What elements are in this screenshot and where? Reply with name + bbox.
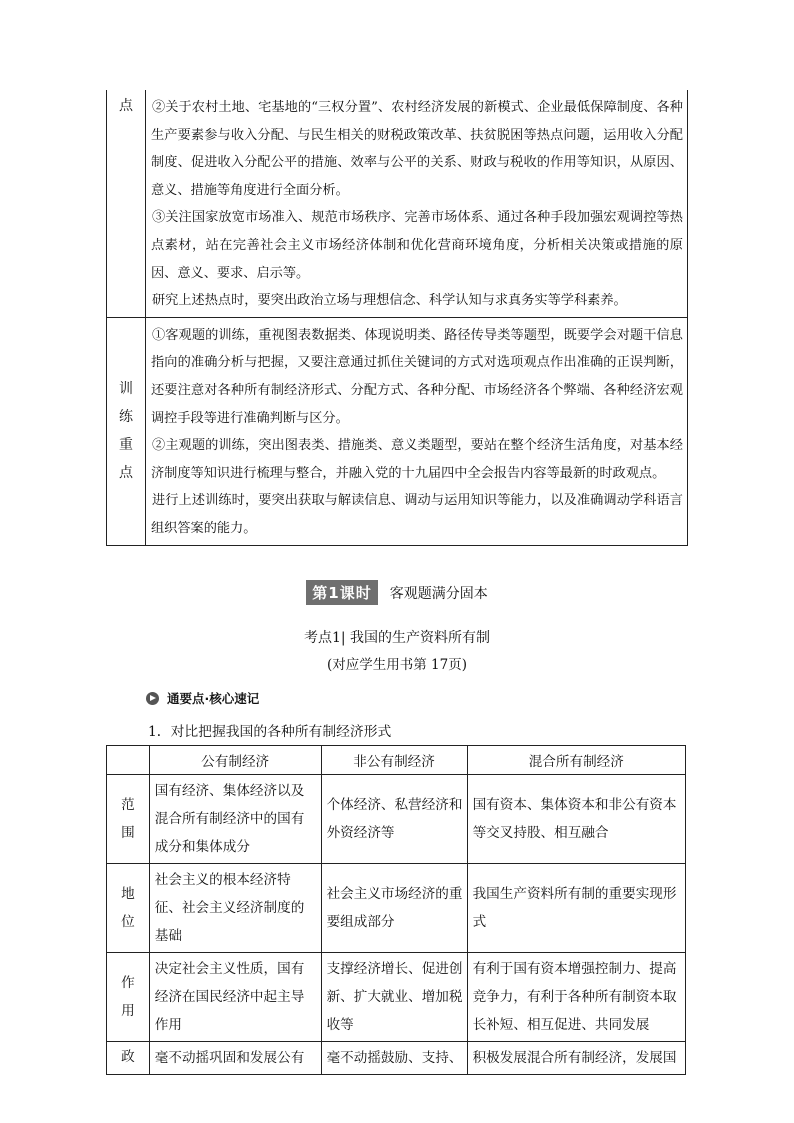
row-label-char: 地 <box>121 886 135 902</box>
ownership-table <box>106 745 686 1075</box>
row-label-char: 用 <box>121 1003 135 1019</box>
row-label <box>107 953 150 1042</box>
row-label-char: 范 <box>121 797 135 813</box>
topic-title: 考点1| 我国的生产资料所有制 <box>303 630 491 646</box>
table-cell: 决定社会主义性质，国有经济在国民经济中起主导作用 <box>149 953 321 1042</box>
row-label-char: 位 <box>121 914 135 930</box>
table-cell: 社会主义的根本经济特征、社会主义经济制度的基础 <box>149 864 321 953</box>
header-cell: 公有制经济 <box>149 746 321 775</box>
row-label <box>107 775 150 864</box>
table-cell: 个体经济、私营经济和外资经济等 <box>321 775 467 864</box>
row-content <box>146 90 687 317</box>
play-circle-icon <box>146 692 159 705</box>
paragraph: 研究上述热点时，要突出政治立场与理想信念、科学认知与求真务实等学科素养。 <box>152 293 627 309</box>
row-label-char: 重 <box>119 437 133 454</box>
table-cell: 社会主义市场经济的重要组成部分 <box>321 864 467 953</box>
lesson-heading <box>0 580 794 605</box>
table-cell: 国有经济、集体经济以及混合所有制经济中的国有成分和集体成分 <box>149 775 321 864</box>
paragraph: ②主观题的训练，突出图表类、措施类、意义类题型，要站在整个经济生活角度，对基本经济制度等知识进行梳理与整合，并融入党的十九届四中全会报告内容等最新的时政观点。 <box>151 438 683 481</box>
paragraph: 进行上述训练时，要突出获取与解读信息、调动与运用知识等能力，以及准确调动学科语言组织答案的能力。 <box>151 493 683 536</box>
row-label <box>107 864 150 953</box>
section-heading <box>146 689 259 707</box>
row-label-char: 点 <box>119 465 133 482</box>
row-label-char: 围 <box>121 825 135 841</box>
row-label-char: 训 <box>119 381 133 398</box>
row-label-char: 作 <box>121 975 135 991</box>
table-header-row <box>107 746 686 775</box>
table-cell: 国有资本、集体资本和非公有资本等交叉持股、相互融合 <box>467 775 685 864</box>
row-label-char: 练 <box>119 409 133 426</box>
row-label-char: 点 <box>119 98 133 114</box>
row-label <box>107 90 146 317</box>
table-row <box>107 775 686 864</box>
table-row <box>107 864 686 953</box>
table-cell: 毫不动摇巩固和发展公有 <box>149 1042 321 1075</box>
header-cell: 混合所有制经济 <box>467 746 685 775</box>
item-heading: 1．对比把握我国的各种所有制经济形式 <box>148 724 392 740</box>
header-cell <box>107 746 150 775</box>
paragraph: ③关注国家放宽市场准入、规范市场秩序、完善市场体系、通过各种手段加强宏观调控等热点素材，站在完善社会主义市场经济体制和优化营商环境角度，分析相关决策或措施的原因、意义、要求、启示等。 <box>151 210 683 281</box>
table-row <box>107 953 686 1042</box>
table-cell: 有利于国有资本增强控制力、提高竞争力，有利于各种所有制资本取长补短、相互促进、共同发展 <box>467 953 685 1042</box>
row-label <box>107 1042 150 1075</box>
header-cell: 非公有制经济 <box>321 746 467 775</box>
table-cell: 我国生产资料所有制的重要实现形式 <box>467 864 685 953</box>
topic-subtitle: (对应学生用书第 17页) <box>326 657 467 673</box>
paragraph: ①客观题的训练，重视图表数据类、体现说明类、路径传导类等题型，既要学会对题干信息指向的准确分析与把握，又要注意通过抓住关键词的方式对选项观点作出准确的正误判断，还要注意对各种所有制经济形式、分配方式、各种分配、市场经济各个弊端、各种经济宏观调控手段等进行准确判断与区分。 <box>151 327 683 426</box>
section-title: 通要点·核心速记 <box>167 691 260 706</box>
paragraph: ②关于农村土地、宅基地的“三权分置”、农村经济发展的新模式、企业最低保障制度、各种生产要素参与收入分配、与民生相关的财税政策改革、扶贫脱困等热点问题，运用收入分配制度、促进收入分配公平的措施、效率与公平的关系、财政与税收的作用等知识，从原因、意义、措施等角度进行全面分析。 <box>151 100 683 198</box>
row-content <box>146 318 687 545</box>
focus-table-row-training <box>107 317 687 545</box>
table-row <box>107 1042 686 1075</box>
table-cell: 毫不动摇鼓励、支持、 <box>321 1042 467 1075</box>
table-cell: 积极发展混合所有制经济，发展国 <box>467 1042 685 1075</box>
focus-table <box>106 90 688 546</box>
focus-table-row-hotspots <box>107 90 687 317</box>
lesson-badge: 第1课时 <box>306 580 377 605</box>
lesson-title: 客观题满分固本 <box>389 585 488 602</box>
row-label-char: 政 <box>121 1049 135 1065</box>
row-label <box>107 318 146 545</box>
table-cell: 支撑经济增长、促进创新、扩大就业、增加税收等 <box>321 953 467 1042</box>
